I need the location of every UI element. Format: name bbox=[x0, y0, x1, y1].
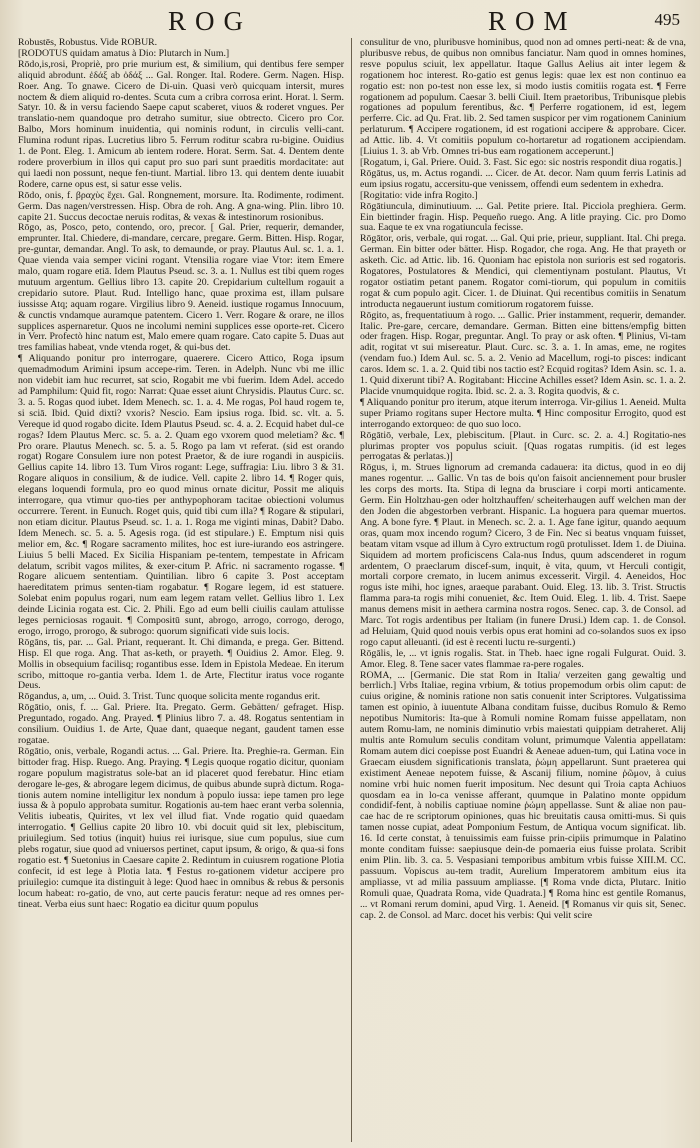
entry-rogito-iterum: ¶ Aliquando ponitur pro iterum, atque iterum interroga. Vir-gilius 1. Aeneid. Multa super Priamo rogitans super Hectore multa. ¶ Hinc compositur Errogito, quod est interrogando extorqueo: de quo suo loco. bbox=[360, 396, 686, 430]
entry-rogatio: Rōgātio, onis, verbale, Rogandi actus. ... Gal. Priere. Ita. Preghie-ra. German. Ein bittoder frag. Hisp. Ruego. Ang. Praying. ¶ Legis quoque rogatio dicitur, quoniam rogare populum magistratus sole-bat an id placeret quod ferebatur. Hinc etiam derogare le-ges, & abrogare legem dicimus, de quibus abunde suprà dictum. Roga-tionis autem nomine intelligitur lex nondum à populo iussa: iepe tamen pro lege iussa & à populo approbata sumitur. Rogationis au-tem haec erant verba solennia, Velitis iubeatis, Quirites, vt lex vel illud fiat. Vnde rogatio quid quaedam interrogatio. ¶ Gellius capite 20 libro 10. vbi docuit quid sit lex, plebiscitum, priuilegium. Sed totius (inquit) huius rei iurisque, siue cum populus, siue cum plebs rogatur, siue quod ad vniuersos pertinet, caput ipsum, & origo, & qua-si fons rogatio est. ¶ Suetonius in Caesare capite 2. Redintum in cuiusrem rogatione Plotia confecit, id est lege à Plotia lata. ¶ Festus ro-gationem videtur accipere pro priuilegio: cumque ita distinguit à lege: Quod haec in omnibus & rebus & personis locum habeat: ro-gatio, de vno, aut certe paucis feratur: neque ad res omnes per-tineat. Verba eius sunt haec: Rogatio ea dicitur quum populus bbox=[18, 745, 344, 910]
entry-rogus: Rōgus, i, m. Strues lignorum ad cremanda cadauera: ita dictus, quod in eo dij manes rogentur. ... Gallic. Vn tas de bois qu'on faisoit anciennement pour brusler les corps des morts. Ita. Stipa di legna da brusciare i corpi morti anticamente. Germ. Ein Holtzhau-gen oder holtzhauffen/ scheiterhaugen auff welchen man der den Joden die abgestorben verbrant. Hispanic. La hoguera para quemar muertos. Ang. A bone fyre. ¶ Plaut. in Menech. sc. 2. a. 1. Age fane igitur, quando aequum oras, quam mox incendo rogum? Cicero, 3 de Fin. Nec si beatus vnquam fuisset, beatam vitam vsque ad illum à Cyro extructum rogū protulisset. Idem 1. de Diuina. Siquidem ad mortem proficiscens Cala-nus Indus, quum adscenderet in rogum ardentem, O praeclarum discef-sum, inquit, è vita, quum, vt Herculi contigit, mortali corpore cremato, in lucem animus excesserit. Virgil. 4. Aeneidos, Hoc rogus iste mihi, hoc ignes, araeque parabant. Ouid. Eleg. 13. lib. 3. Trist. Structis flamma para-ta rogis mihi conueniet, &c. Item Ouid. Eleg. 1. lib. 4. Trist. Saepe manus demens misit in aethera carmina nostra rogos. Senec. cap. 3. de Consol. ad Marc. Tot rogis ardentibus per Italiam (in funere Drusi.) Idem cap. 1. de Consol. ad Heluiam, Quid quod nouis verbis opus erat homini ad co-solandos suos ex ipso rogo caput alleuanti. (id est è recenti luctu re-surgenti.) bbox=[360, 462, 686, 648]
entry-rodotus: [RODOTUS quidam amatus à Dio: Plutarch in Num.] bbox=[18, 47, 230, 59]
left-running-head: ROG bbox=[168, 6, 253, 36]
right-column bbox=[352, 38, 686, 1142]
entry-rogalis: Rōgālis, le, ... vt ignis rogalis. Stat. in Theb. haec igne rogali Fulgurat. Ouid. 3. Amor. Eleg. 8. Tene sacer vates flammae ra-pere rogales. bbox=[360, 647, 686, 670]
entry-rogito: Rōgito, as, frequentatiuum à rogo. ... Gallic. Prier instamment, requerir, demander. Italic. Pre-gare, cercare, demandare. German. Bitten eine bittens/empfig bitten oder fragen. Hisp. Rogar, preguntar. Angl. To pray or ask often. ¶ Plinius, Vi-tam adit, rogitat vt sui misereatur. Plaut. Curc. sc. 3. a. 1. In amas, eme, ne rogites (vendam fuo.) Idem Aul. sc. 5. a. 2. Venio ad Macellum, rogi-to pisces: indicant caros. Idem sc. 1. a. 2. Quid tibi nos tactio est? Ecquid rogitas? Idem Asin. sc. 1. a. 1. Quid dixerunt tibi? A. Rogitabant: Hiccine Achilles esset? Idem Asin. sc. 1. a. 2. Placide vnumquidque rogita. Ibid. sc. 2. a. 3. Rogita quodvis, & c. bbox=[360, 309, 686, 397]
entry-rogitatio-ref: [Rogitatio: vide infra Rogito.] bbox=[360, 189, 478, 201]
entry-roma: ROMA, ... [Germanic. Die stat Rom in Italia/ verzeiten gang gewaltig und berrlich.] Vrbs Italiae, regina vrbium, & totius propemodum orbis olim caput: de cuius origine, & nominis ratione non satis conuenit inter Scriptores. Vulgatissima tamen est opinio, à iuuentute Albana conditam fuisse, ducibus Romulo & Remo nepotibus Numitoris: Ita-que à Romuli nomine Romam fuisse appellatam, non autem Romu-lam, ne nominis diminutio vrbis maiestati quippiam detraheret. Alij multis ante Romulum seculis conditam volunt, primumque Valentia appellatam: Romam autem dici coepisse post Euandri & Aeneae aduen-tum, qui Latina voce in Graecam eiusdem significationis translata, ῥώμη appellarunt. Sunt praeterea qui existiment Aeneae nepotem fuisse, & Ascanij filium, nomine ῥῶμον, à cuius nomine vrbi huic nomen fuerit impositum. Nec desunt qui Troia capta Achiuos quosdam ea in lo-ca venisse afferant, quumque in Palatino monte oppidum condidif-fent, à nobilis captiuae nomine ῥώμη appellasse. Sunt & aliae non pau-cae hac de re scriptorum opiniones, quas hic breuitatis causa omitti-mus. Si quis tamen nosse cupiat, adeat Pomponium Festum, de Antiqua vocum significat. lib. 16. Id certe constat, à tenuissimis eam fuisse prin-cipiis primumque in Palatino monte conditam fuisse: saepiusque dein-de pomaeria eius fuisse prolata. Scribit enim Plin. lib. 3. ca. 5. Vespasiani temporibus ambitum vrbis fuisse XIII.M. CC. passuum. Vopiscus au-tem tradit, Aurelium Imperatorem ambitum eius ita ampliasse, vt ad milia passuum ampliasse. [¶ Roma vnde dicta, Plutarc. Initio Romuli quae, Quadrata Roma, vide Quadrata.] ¶ Roma hinc est gentile Romanus, ... vt Romani rerum domini, apud Virg. 1. Aeneid. [¶ Romanus vir quis sit, Senec. cap. 2. de Consol. ad Marc. docet his verbis: Qui velit scire bbox=[360, 669, 686, 921]
text-columns bbox=[18, 38, 686, 1142]
entry-rogans: Rōgāns, tis, par. ... Gal. Priant, requerant. It. Chi dimanda, e prega. Ger. Bittend. Hisp. El que roga. Ang. That as-keth, or prayeth. ¶ Ouidius 2. Amor. Eleg. 9. Mollis in obsequium facilisq; rogantibus esse. Idem in Epistola Medeae. En iterum scribo, mittoque ro-gantia verba. Idem 1. de Arte, Flectitur iratus voce rogante Deus. bbox=[18, 636, 344, 692]
entry-rogatio-cont: consulitur de vno, pluribusve hominibus, quod non ad omnes perti-neat: & de vna, pluribusve rebus, de quibus non omnibus fanciatur. Nam quod in omnes homines, resve populus sciuit, lex appellatur. Itaque Gallus Aelius ait inter legem & rogationem hoc interest. Ro-gatio est genus legis: quae lex est non continuo ea rogatio est: non po-test non esse lex, si modo iustis comitiis rogata est. ¶ Ferre rogationem ad populum. Caesar 3. belli Ciuil. Item praetoribus, Tribunisque plebis rogationes ad populum ferentibus, &c. ¶ Perferre rogationem, id est, legem perferre. Cic. ad Qu. Frat. lib. 2. Sed tamen suspicor per vim rogationem Caninium perlaturum. ¶ Accipere rogationem, id est rogationi accipere & approbare. Cicer. ad Attic. lib. 4. Vt comitiis populum co-hortaretur ad rogationem accipiendam. [Liuius 1. 3. ab Vrb. Omnes tri-bus eam rogationem acceperunt.] bbox=[360, 38, 686, 158]
entry-rogatus: Rōgātio, onis, f. ... Gal. Priere. Ita. Pregato. Germ. Gebätten/ gefraget. Hisp. Preguntado, rogado. Ang. Prayed. ¶ Plinius libro 7. a. 48. Rogatus sententiam in consilium. Ouidius 1. de Arte, Quae dant, quaeque negant, gaudent tamen esse rogatae. bbox=[18, 702, 344, 746]
entry-rogatum: [Rogatum, i, Gal. Priere. Ouid. 3. Fast. Sic ego: sic nostris respondit diua rogatis.] bbox=[360, 156, 682, 168]
entry-rogo-interrogare: ¶ Aliquando ponitur pro interrogare, quaerere. Cicero Attico, Roga ipsum quemadmodum Arimini ipsum accepe-rim. Teren. in Adelph. Nunc vbi me illic non videbit iam huc recurret, sat scio, Rogabit me vbi fuerim. Idem Adel. accedo ad Pamphilum: Quid fit, rogo: Narrat: Quae esset aiunt Chrysidis. Plautus Curc. sc. 3. a. 5. Rogas quod iubet. Idem Menech. sc. 1. a. 4. Me rogas, Pol haud rogem te, si sciā. Ibid. Quid dixti? vxoris? Nescio. Eam ipsius roga. Ibid. sc. vlt. a. 5. Vereque id quod rogabo dicite. Idem Plautus Pseud. sc. 4. a. 2. Ecquid habet dul-ce rogas? Idem Plautus Merc. sc. 5. a. 2. Quam ego vxorem quod meletiam? &c. ¶ Pro orare. Plautus Menech. sc. 5. a. 5. Rogo pa lam vt referat. (sid est orando rogat) Rogare Consulem iure non potest Praetor, & de iure rogandi in auspiciis. Gellius capite 14. libro 13. Tum Viros rogant: Lege, suffragia: Liu. libro 3 & 31. Rogare aliquos in consilium, & de iudice. Vell. capite 2. libro 14. ¶ Roger quis, elegans loquendi formula, pro eo quod minus ornate dicitur, Possit me aliquis interrogare, qua vtimur quo-ties per anthypophoram tacitae obiectioni volumus occurrere. Terent. in Eunuch. Roget quis, quid tibi cum illa? ¶ Rogare & stipulari, non etiam dicitur. Plautus Pseud. sc. 1. a. 1. Roga me viginti minas, Dabit? Dabo. Idem Menech. sc. 5. a. 5. Agesis roga. (id est stipulare.) E. Emptum nisi quis melior em, &c. ¶ Rogare sacramento milites, hoc est iure-iurando eos astringere. Liuius 5 belli Maced. Ex Sicilia Hispaniam pe-tentem, tempestate in Africam delatum, scribit vagos milites, & exer-citum P. Afric. ni sacramento rogasse. ¶ Rogare alicuem sententiam. Quintilian. libro 6 capite 3. Post acceptam haereditatem primus senten-tiam rogabatur. ¶ Rogare legem, id est statuere. Solebat enim populus rogari, num eam legem ratam vellet. Gellius libro 1. Lex deinde Licinia rogata est. Cic. 2. Phili. Ego ad eum belli ciuilis caulam attulisse leges perniciosas rogauit. ¶ Compositū sunt, abrogo, arrogo, corrogo, derogo, erogo, irrogo, prorogo, & subrogo: quorum significati vide suis locis. bbox=[18, 353, 344, 637]
page-number: 495 bbox=[654, 10, 680, 29]
page-header bbox=[18, 6, 686, 40]
entry-rogatiuncula: Rōgātiuncula, diminutiuum. ... Gal. Petite priere. Ital. Picciola preghiera. Germ. Ein biettinder fragin. Hisp. Pequeño ruego. Ang. A litle praying. Cic. pro Domo sua. Eaque te ex vna rogatiuncula fecisse. bbox=[360, 200, 686, 234]
left-column bbox=[18, 38, 351, 1142]
entry-robuste: Robustēs, Robustus. Vide ROBUR. bbox=[18, 38, 158, 48]
right-running-head: ROM bbox=[488, 6, 577, 36]
entry-rogator: Rōgātor, oris, verbale, qui rogat. ... Gal. Qui prie, prieur, suppliant. Ital. Chi prega. German. Ein bitter oder bätter. Hisp. Rogador, che roga. Ang. He that prayeth or asketh. Cic. ad Attic. lib. 16. Quoniam hac epistola non surioris est sed rogatoris. Rogatores, Postulatores & Mendici, qui clementiynam postulant. Plautus, Vt rogator ostiatim petant panem. Rogator comi-tiorum, qui populum in comitiis rogat & cum populo agit. Cicer. 1. de Diuinat. Qui recentibus comitiis in Senatum introducta negauerunt iustum comitiorum rogatorem fuisse. bbox=[360, 233, 686, 310]
entry-rogandus: Rōgandus, a, um, ... Ouid. 3. Trist. Tunc quoque solicita mente rogandus erit. bbox=[18, 691, 321, 703]
entry-rosio: Rōdo, onis, f. βραχὺς ἔχει. Gal. Rongnement, morsure. Ita. Rodimente, rodiment. Germ. Das nagen/verstressen. Hisp. Obra de roh. Ang. A gna-wing. Plin. libro 10. capite 21. Succus decoctae neruis roditas, & vexas & intestinorum rosionibus. bbox=[18, 189, 344, 223]
entry-rogatus-us: Rōgātus, us, m. Actus rogandi. ... Cicer. de At. decor. Nam quum ferris Latinis ad eum ipsius rogatu, accersitu-que venissem, offendi eum sedentem in exhedra. bbox=[360, 167, 686, 190]
entry-rogitatio: Rōgātiō, verbale, Lex, plebiscitum. [Plaut. in Curc. sc. 2. a. 4.] Rogitatio-nes plurimas propter vos populus sciuit. [Quas rogatas rumpitis. (id est leges perrogatas & perlatas.)] bbox=[360, 429, 686, 463]
entry-rogo: Rōgo, as, Posco, peto, contendo, oro, precor. [ Gal. Prier, requerir, demander, emprunter. Ital. Chiedere, di-mandare, cercare, pregare. Germ. Bitten. Hisp. Rogar, pre-guntar, demandar. Angl. To ask, to demaunde, or pray. Plautus Aul. sc. 1. a. 1. Quae vienda vaia semper vicini rogant. Vtensilia rogare viae Vtor: item Emere malo, quam rogare etiā. Idem Plautus Pseud. sc. 3. a. 1. Nullus est tibi quem roges mutuum argentum. Gellius libro 13. capite 20. Crepidarium cultellum rogauit a crepidario sutore. Plaut. Rud. Intelligo hanc, quae proxima est, illam pulsare iussisse Atq; aquam rogare. Virgilius libro 9. Aeneid. iustique rogamus Innocuum, & cunctis vndamque auramque patentem. Cicero 1. Verr. Rogare & orare, ne illos supplices aspernaretur. Quos ne incolumi nemini supplices esse oporte-ret. Cicero in Verr. Profectò hinc natum est, Malo emere quam rogare. Cato capite 5. Duas aut tres familias habeat, vnde vtenda roget, & qui-bus det. bbox=[18, 222, 344, 354]
entry-rodo: Rōdo,is,rosi, Propriè, pro prie murium est, & similium, qui dentibus fere semper aliquid abrodunt. ἐδάξ ab ὀδάξ ... Gal. Ronger. Ital. Rodere. Germ. Nagen. Hisp. Roer. Ang. To gnawe. Cicero de Di-uin. Quasi verò quicquam intersit, mures noctem & diem aliquid ro-dentes. Scuta cum a cribra corrosa erint. Horat. l. Serm. Satyr. 10. & in versu faciendo Saepe caput scaberet, viuos & roderet vngues. Per translatio-nem quandoque pro detraho sumitur, siue obtrecto. Cicero pro Cor. Balbo, Mors hominum inuidentia, qui nominis rodunt, in circulis velli-cant. Flumina rodunt ripas. Lucretius libro 5. Ferrum roditur scabra ru-bigine. Ouidius 1. de Pont. Eleg. 1. Amicum ab ientem rodere. Horat. Serm. Sat. 4. Dentem dente rodere proverbium in illos qui caput pro suo pari sunt praeditis mordacitate: aut qui laedi non possunt, neque fen-tiunt. Martial. libro 13. qui dentem dente iuuabit Rodere, carne opus est, si satur esse velis. bbox=[18, 58, 344, 190]
